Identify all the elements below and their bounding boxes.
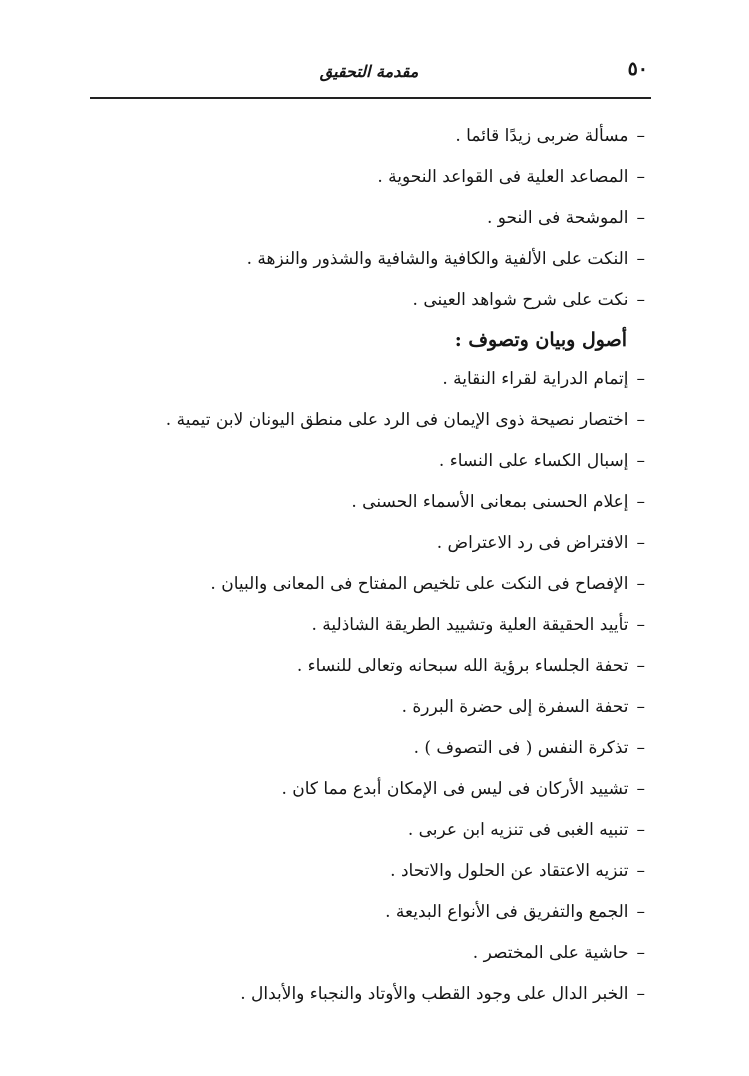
dash-bullet: –: [636, 943, 645, 963]
list-item-text: الجمع والتفريق فى الأنواع البديعة .: [385, 902, 629, 922]
list-item-text: النكت على الألفية والكافية والشافية والشذور والنزهة .: [246, 249, 629, 269]
list-item: [85, 851, 645, 892]
dash-bullet: –: [636, 779, 645, 799]
dash-bullet: –: [636, 738, 645, 758]
list-item-text: اختصار نصيحة ذوى الإيمان فى الرد على منطق اليونان لابن تيمية .: [165, 410, 629, 430]
list-item-text: تشييد الأركان فى ليس فى الإمكان أبدع مما كان .: [281, 779, 629, 799]
list-item: [85, 564, 645, 605]
section-heading: أصول وبيان وتصوف :: [454, 329, 627, 351]
list-item-text: مسألة ضربى زيدًا قائما .: [455, 126, 629, 146]
list-item: [85, 400, 645, 441]
list-item: [85, 933, 645, 974]
list-item: [85, 810, 645, 851]
header-rule: [90, 97, 651, 99]
list-item-text: إتمام الدراية لقراء النقاية .: [442, 369, 629, 389]
list-item: [85, 728, 645, 769]
dash-bullet: –: [636, 533, 645, 553]
dash-bullet: –: [636, 697, 645, 717]
dash-bullet: –: [636, 656, 645, 676]
list-item-text: حاشية على المختصر .: [472, 943, 629, 963]
list-item: [85, 359, 645, 400]
dash-bullet: –: [636, 126, 645, 146]
list-item-text: إعلام الحسنى بمعانى الأسماء الحسنى .: [351, 492, 629, 512]
list-item-text: تحفة السفرة إلى حضرة البررة .: [401, 697, 629, 717]
list-item: [85, 769, 645, 810]
list-item: [85, 441, 645, 482]
list-item: [85, 280, 645, 321]
dash-bullet: –: [636, 820, 645, 840]
list-item: [85, 605, 645, 646]
list-item-text: الإفصاح فى النكت على تلخيص المفتاح فى المعانى والبيان .: [210, 574, 629, 594]
dash-bullet: –: [636, 861, 645, 881]
list-item-text: تنزيه الاعتقاد عن الحلول والاتحاد .: [390, 861, 629, 881]
book-list: [85, 116, 645, 1015]
dash-bullet: –: [636, 451, 645, 471]
dash-bullet: –: [636, 574, 645, 594]
list-item: [85, 239, 645, 280]
list-item: [85, 892, 645, 933]
list-item-text: إسبال الكساء على النساء .: [438, 451, 629, 471]
list-item-text: الموشحة فى النحو .: [486, 208, 629, 228]
dash-bullet: –: [636, 410, 645, 430]
dash-bullet: –: [636, 492, 645, 512]
list-item-text: الخبر الدال على وجود القطب والأوتاد والنجباء والأبدال .: [240, 984, 629, 1004]
dash-bullet: –: [636, 902, 645, 922]
list-item: [85, 687, 645, 728]
list-item: [85, 198, 645, 239]
list-item: [85, 646, 645, 687]
list-item-text: المصاعد العلية فى القواعد النحوية .: [377, 167, 629, 187]
running-head: [90, 56, 648, 88]
list-item-text: نكت على شرح شواهد العينى .: [412, 290, 629, 310]
dash-bullet: –: [636, 249, 645, 269]
list-item: [85, 157, 645, 198]
dash-bullet: –: [636, 369, 645, 389]
dash-bullet: –: [636, 167, 645, 187]
list-item: [85, 523, 645, 564]
dash-bullet: –: [636, 984, 645, 1004]
list-item-text: تأييد الحقيقة العلية وتشييد الطريقة الشاذلية .: [311, 615, 629, 635]
list-item-text: تنبيه الغبى فى تنزيه ابن عربى .: [407, 820, 629, 840]
dash-bullet: –: [636, 615, 645, 635]
list-item: [85, 974, 645, 1015]
page-number: ٥٠: [627, 58, 648, 80]
list-item: [85, 116, 645, 157]
list-item-text: تذكرة النفس ( فى التصوف ) .: [413, 738, 629, 758]
dash-bullet: –: [636, 290, 645, 310]
list-item: [85, 482, 645, 523]
list-item-text: تحفة الجلساء برؤية الله سبحانه وتعالى للنساء .: [296, 656, 629, 676]
dash-bullet: –: [636, 208, 645, 228]
running-head-title: مقدمة التحقيق: [319, 62, 419, 81]
list-item-text: الافتراض فى رد الاعتراض .: [436, 533, 629, 553]
